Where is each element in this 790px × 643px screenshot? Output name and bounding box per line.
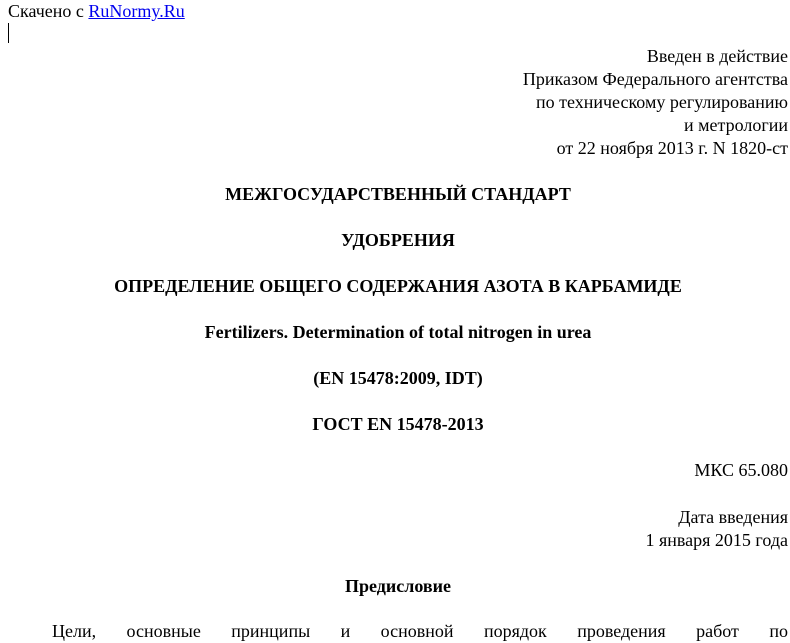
foreword-heading: Предисловие	[345, 576, 451, 596]
standard-designation: ГОСТ EN 15478-2013	[312, 414, 484, 434]
standard-equivalence: (EN 15478:2009, IDT)	[313, 368, 483, 388]
intro-date-label: Дата введения	[678, 507, 788, 527]
approval-line: Введен в действие	[646, 46, 788, 66]
mks-code: МКС 65.080	[694, 460, 788, 480]
standard-subject: УДОБРЕНИЯ	[341, 230, 455, 250]
standard-category: МЕЖГОСУДАРСТВЕННЫЙ СТАНДАРТ	[225, 184, 571, 204]
approval-line: по техническому регулированию	[535, 92, 788, 112]
standard-title-ru: ОПРЕДЕЛЕНИЕ ОБЩЕГО СОДЕРЖАНИЯ АЗОТА В КАРБАМИДЕ	[114, 276, 682, 296]
intro-date-value: 1 января 2015 года	[645, 530, 788, 550]
source-link[interactable]: RuNormy.Ru	[88, 1, 185, 21]
approval-block	[523, 45, 788, 160]
standard-title-en: Fertilizers. Determination of total nitrogen in urea	[204, 322, 592, 342]
text-cursor	[8, 23, 9, 43]
approval-line: и метрологии	[684, 115, 788, 135]
source-line	[8, 1, 185, 21]
foreword-paragraph: Цели, основные принципы и основной порядок проведения работ по	[52, 621, 788, 641]
source-prefix: Скачено с	[8, 1, 84, 21]
approval-line: от 22 ноября 2013 г. N 1820-ст	[556, 138, 788, 158]
approval-line: Приказом Федерального агентства	[522, 69, 788, 89]
